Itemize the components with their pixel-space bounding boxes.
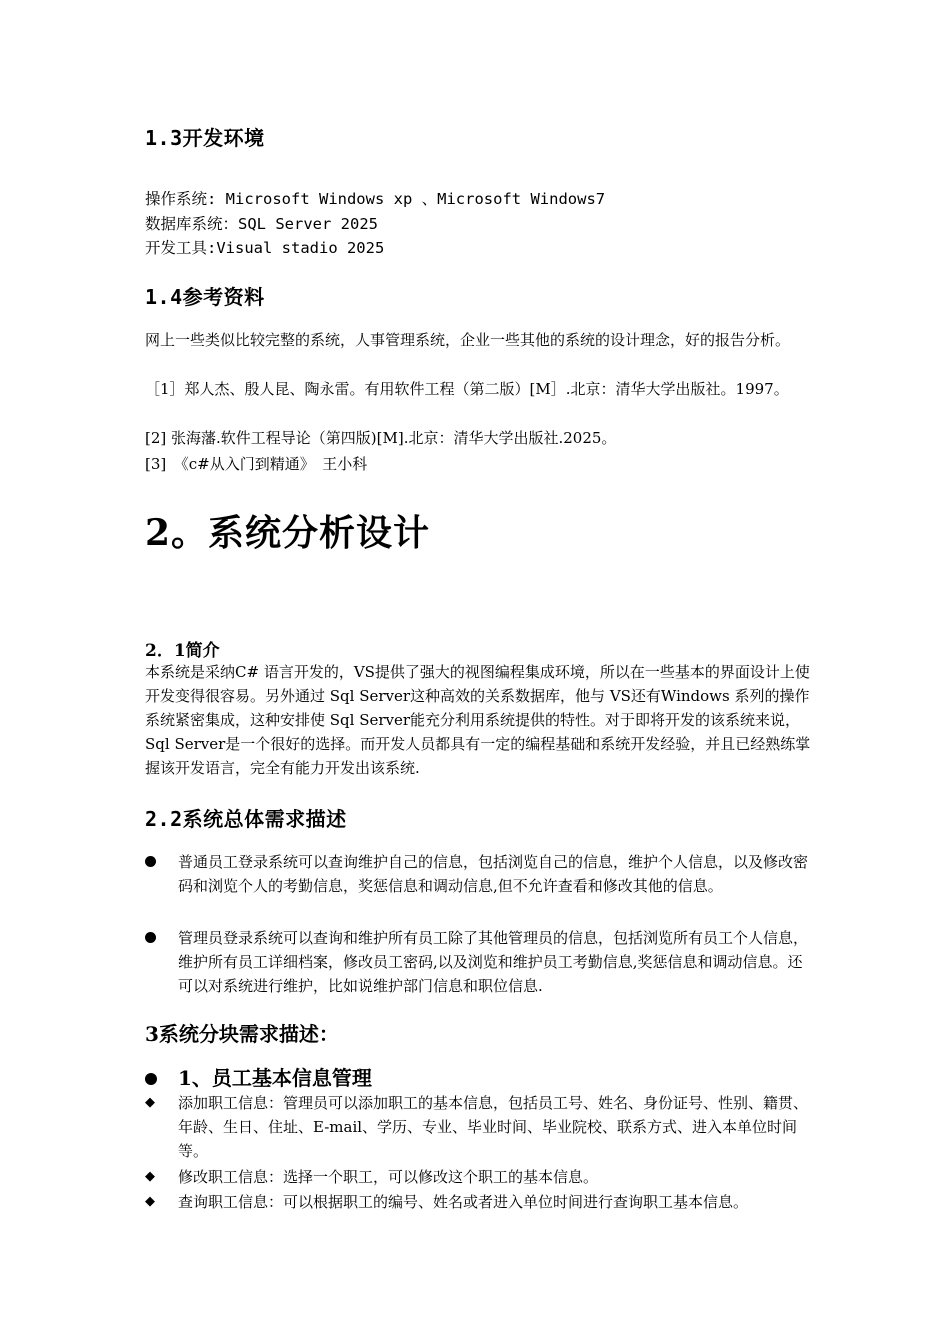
reference-item-1: ［1］郑人杰、殷人昆、陶永雷。有用软件工程（第二版）[M］.北京：清华大学出版社。1997。	[145, 380, 789, 398]
env-tool-line: 开发工具:Visual stadio 2025	[145, 239, 385, 257]
diamond-bullet-icon: ◆	[145, 1194, 155, 1209]
intro-paragraph: 本系统是采纳C# 语言开发的，VS提供了强大的视图编程集成环境，所以在一些基本的界面设计上使开发变得很容易。另外通过 Sql Server这种高效的关系数据库，他与 VS还有Windows 系列的操作系统紧密集成，这种安排使 Sql Server能充分利用系统提供的特性。对于即将开发的该系统来说，Sql Server是一个很好的选择。而开发人员都具有一定的编程基础和系统开发经验，并且已经熟练掌握该开发语言，完全有能力开发出该系统.	[145, 663, 811, 777]
sub-heading-text: 1、员工基本信息管理	[178, 1066, 372, 1090]
bullet-dot-icon	[145, 850, 165, 874]
diamond-bullet-icon: ◆	[145, 1169, 155, 1184]
list-item	[145, 1190, 835, 1214]
reference-item-2: [2] 张海藩.软件工程导论（第四版)[M].北京：清华大学出版社.2025。	[145, 429, 617, 447]
diamond-bullet-icon: ◆	[145, 1095, 155, 1110]
list-item-text: 查询职工信息：可以根据职工的编号、姓名或者进入单位时间进行查询职工基本信息。	[178, 1193, 749, 1211]
list-item	[145, 1165, 815, 1189]
section-heading-1-4: 1.4参考资料	[145, 285, 265, 309]
list-item	[145, 1091, 815, 1163]
section-heading-3: 3系统分块需求描述：	[145, 1022, 339, 1046]
list-item	[145, 926, 815, 998]
sub-heading-item	[145, 1064, 815, 1092]
references-intro: 网上一些类似比较完整的系统，人事管理系统，企业一些其他的系统的设计理念，好的报告分析。	[145, 331, 791, 349]
list-item-text: 管理员登录系统可以查询和维护所有员工除了其他管理员的信息，包括浏览所有员工个人信息，维护所有员工详细档案，修改员工密码,以及浏览和维护员工考勤信息,奖惩信息和调动信息。还可以对系统进行维护，比如说维护部门信息和职位信息.	[178, 929, 809, 995]
bullet-dot-icon	[145, 926, 165, 950]
list-item-text: 普通员工登录系统可以查询维护自己的信息，包括浏览自己的信息，维护个人信息，以及修改密码和浏览个人的考勤信息，奖惩信息和调动信息,但不允许查看和修改其他的信息。	[178, 853, 809, 895]
reference-item-3: [3] 《c#从入门到精通》 王小科	[145, 455, 368, 473]
section-heading-2-1: 2．1简介	[145, 641, 220, 661]
section-heading-1-3: 1.3开发环境	[145, 126, 265, 150]
env-os-line: 操作系统: Microsoft Windows xp 、Microsoft Windows7	[145, 190, 606, 208]
list-item-text: 修改职工信息：选择一个职工，可以修改这个职工的基本信息。	[178, 1168, 599, 1186]
env-db-line: 数据库系统：SQL Server 2025	[145, 215, 378, 233]
bullet-dot-icon	[145, 1064, 165, 1092]
list-item-text: 添加职工信息：管理员可以添加职工的基本信息，包括员工号、姓名、身份证号、性别、籍贯、年龄、生日、住址、E-mail、学历、专业、毕业时间、毕业院校、联系方式、进入本单位时间等。	[178, 1094, 809, 1160]
list-item	[145, 850, 815, 898]
section-heading-2-2: 2.2系统总体需求描述	[145, 807, 347, 831]
chapter-heading-2: 2。系统分析设计	[145, 512, 431, 554]
